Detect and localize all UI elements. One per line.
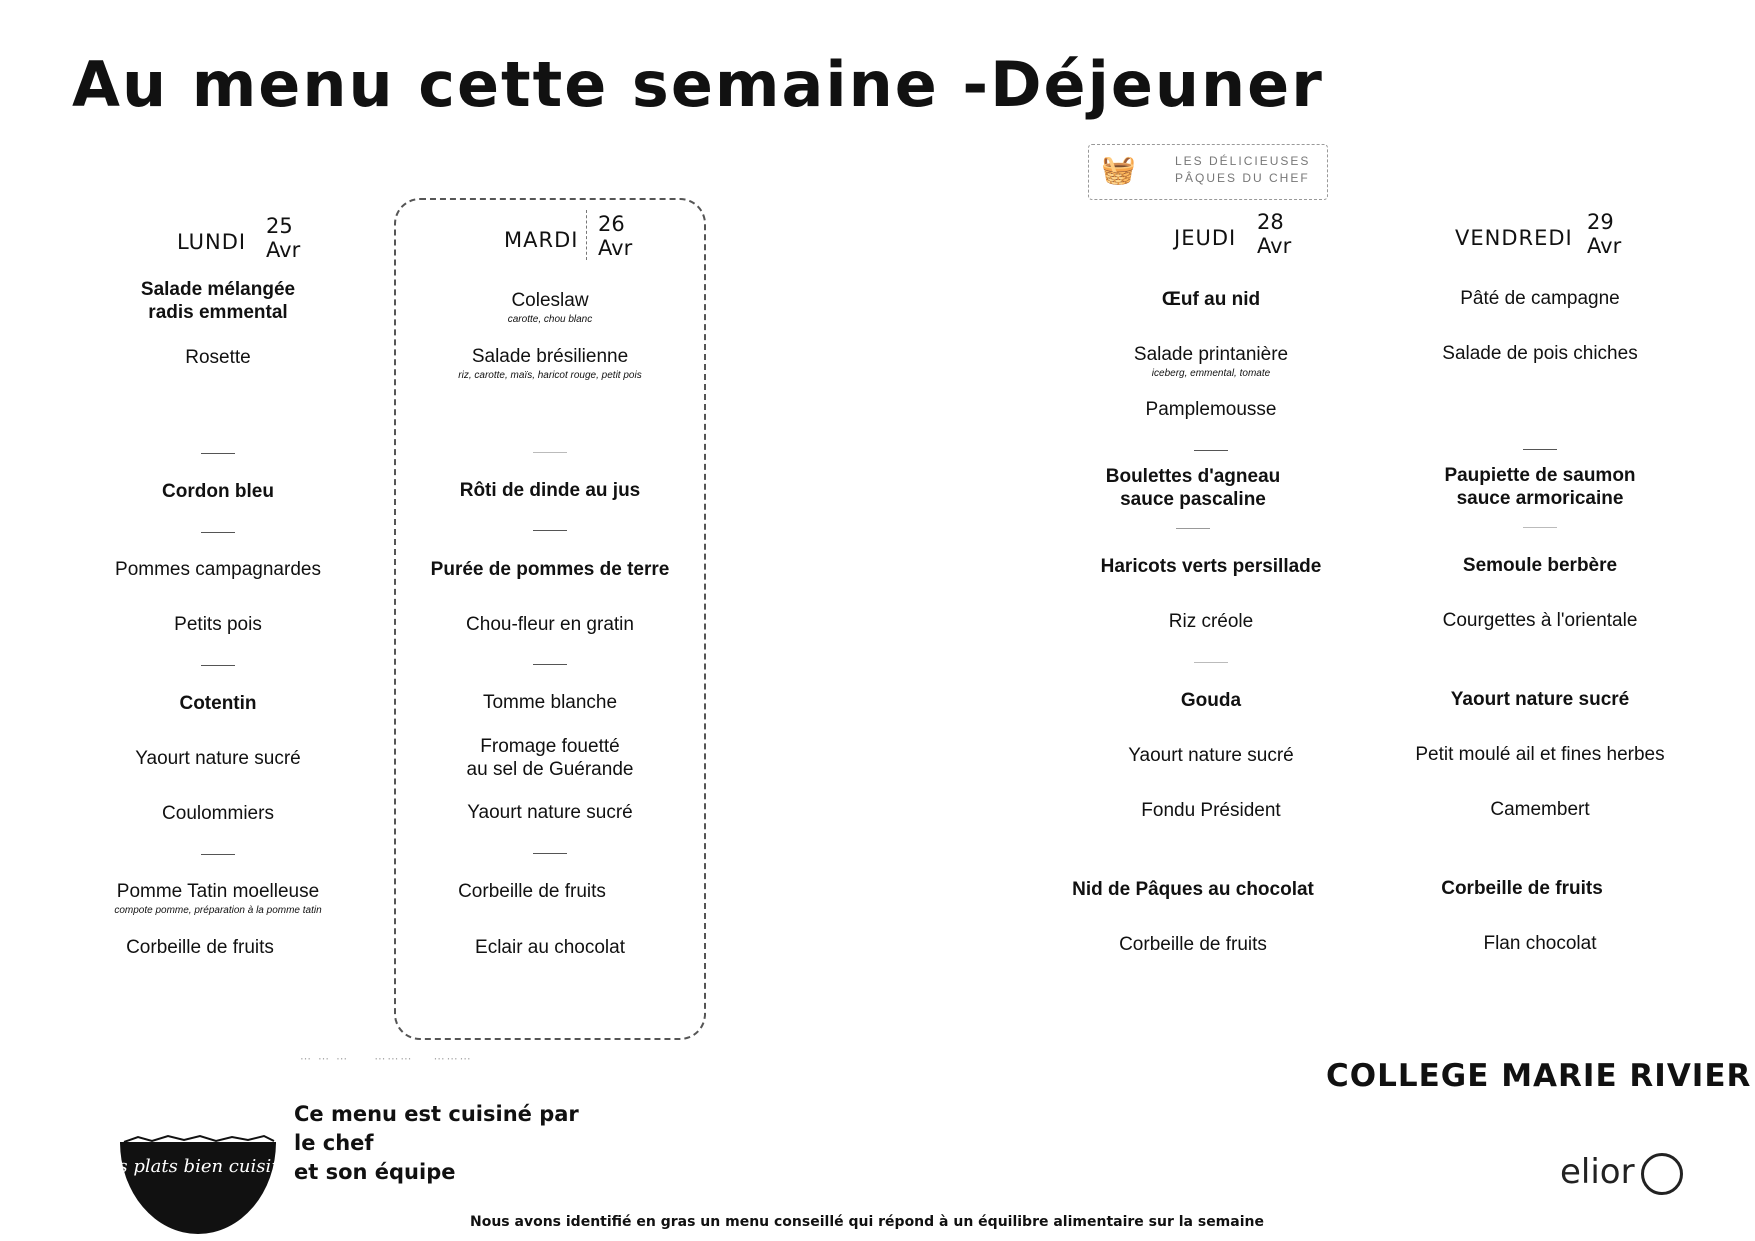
course-separator [533, 452, 567, 453]
day-month: Avr [1587, 234, 1622, 258]
menu-item [68, 880, 368, 917]
chef-logo [93, 1136, 303, 1236]
menu-item: Semoule berbère [1462, 555, 1618, 576]
day-header [1390, 200, 1690, 270]
footnote: Nous avons identifié en gras un menu conseillé qui répond à un équilibre alimentaire sur la semaine [470, 1214, 1264, 1230]
easter-logo-line2: PÂQUES DU CHEF [1175, 171, 1310, 185]
menu-item: Pommes campagnardes [115, 559, 321, 580]
day-name: MARDI [504, 228, 579, 252]
menu-item [1061, 343, 1361, 380]
day-name: VENDREDI [1455, 226, 1573, 250]
day-name: LUNDI [177, 230, 247, 254]
menu-item: Petits pois [174, 614, 262, 635]
menu-item: Corbeille de fruits [126, 937, 274, 958]
menu-item-name: Coleslaw [511, 290, 589, 311]
menu-item [400, 345, 700, 382]
easter-logo-line1: LES DÉLICIEUSES [1175, 154, 1311, 168]
menu-item: Haricots verts persillade [1100, 556, 1322, 577]
menu-item-name: Pomme Tatin moelleuse [116, 881, 320, 902]
menu-item: Yaourt nature sucré [1450, 689, 1630, 710]
menu-item: Tomme blanche [482, 692, 618, 713]
day-date: 29 [1587, 210, 1614, 234]
easter-logo [1088, 144, 1328, 200]
menu-item: Boulettes d'agneau sauce pascaline [1105, 466, 1281, 510]
course-separator [533, 530, 567, 531]
menu-item: Flan chocolat [1483, 933, 1597, 954]
menu-item: Riz créole [1168, 611, 1254, 632]
menu-item-detail: carotte, chou blanc [507, 314, 593, 325]
day-header [400, 200, 700, 270]
menu-item: Eclair au chocolat [475, 937, 625, 958]
course-separator [1194, 450, 1228, 451]
chef-note [294, 1100, 579, 1187]
menu-item: Yaourt nature sucré [1128, 745, 1294, 766]
menu-item: Paupiette de saumon sauce armoricaine [1444, 465, 1636, 509]
menu-item-detail: compote pomme, préparation à la pomme tatin [114, 905, 322, 916]
menu-item: Corbeille de fruits [458, 881, 606, 902]
course-separator [201, 665, 235, 666]
brand-logo [1560, 1152, 1683, 1195]
menu-item: Salade mélangée radis emmental [140, 279, 296, 323]
chef-logo-text: Des plats bien cuisinés [93, 1156, 303, 1177]
menu-item: Rôti de dinde au jus [459, 480, 641, 501]
chef-note-line: le chef [294, 1131, 374, 1155]
menu-item: Pamplemousse [1145, 399, 1277, 420]
course-separator [201, 453, 235, 454]
course-separator [1194, 662, 1228, 663]
menu-item: Camembert [1490, 799, 1590, 820]
day-month: Avr [266, 238, 301, 262]
menu-item: Fromage fouetté au sel de Guérande [466, 736, 634, 780]
menu-item-name: Salade printanière [1133, 344, 1289, 365]
menu-item: Cordon bleu [162, 481, 274, 502]
menu-item: Œuf au nid [1161, 289, 1261, 310]
elior-mark-icon [1641, 1153, 1683, 1195]
menu-item [400, 289, 700, 326]
school-name: COLLEGE MARIE RIVIER [1326, 1058, 1752, 1094]
menu-item: Courgettes à l'orientale [1442, 610, 1638, 631]
page-title: Au menu cette semaine -Déjeuner [72, 48, 1324, 121]
day-header [1061, 200, 1361, 270]
menu-item-name: Salade brésilienne [471, 346, 629, 367]
course-separator [1523, 527, 1557, 528]
menu-item: Yaourt nature sucré [135, 748, 301, 769]
menu-item: Salade de pois chiches [1442, 343, 1638, 364]
menu-item: Corbeille de fruits [1441, 878, 1603, 899]
menu-item: Petit moulé ail et fines herbes [1415, 744, 1665, 765]
day-header [68, 200, 368, 270]
day-date: 28 [1257, 210, 1284, 234]
menu-item: Corbeille de fruits [1119, 934, 1267, 955]
bowl-icon [93, 1136, 303, 1236]
day-name: JEUDI [1174, 226, 1237, 250]
day-month: Avr [1257, 234, 1292, 258]
menu-item: Pâté de campagne [1460, 288, 1620, 309]
basket-icon: 🧺 [1101, 154, 1136, 185]
day-date: 25 [266, 214, 293, 238]
menu-item-detail: iceberg, emmental, tomate [1151, 368, 1271, 379]
course-separator [1523, 449, 1557, 450]
legend-glyphs: ⋯ ⋯ ⋯ ⋯⋯⋯ ⋯⋯⋯ [300, 1053, 473, 1065]
course-separator [533, 853, 567, 854]
menu-item: Cotentin [179, 693, 257, 714]
menu-item: Yaourt nature sucré [467, 802, 633, 823]
menu-item: Gouda [1180, 690, 1242, 711]
menu-item: Purée de pommes de terre [430, 559, 670, 580]
menu-item: Nid de Pâques au chocolat [1072, 879, 1314, 900]
menu-item: Fondu Président [1141, 800, 1281, 821]
chef-note-line: et son équipe [294, 1160, 456, 1184]
course-separator [533, 664, 567, 665]
menu-item: Chou-fleur en gratin [466, 614, 634, 635]
menu-item-detail: riz, carotte, maïs, haricot rouge, petit pois [458, 370, 642, 381]
day-month: Avr [598, 236, 633, 260]
course-separator [201, 532, 235, 533]
menu-item: Coulommiers [162, 803, 274, 824]
menu-item: Rosette [185, 347, 251, 368]
brand-name: elior [1560, 1152, 1635, 1192]
course-separator [201, 854, 235, 855]
chef-note-line: Ce menu est cuisiné par [294, 1102, 579, 1126]
course-separator [1176, 528, 1210, 529]
day-date: 26 [598, 212, 625, 236]
